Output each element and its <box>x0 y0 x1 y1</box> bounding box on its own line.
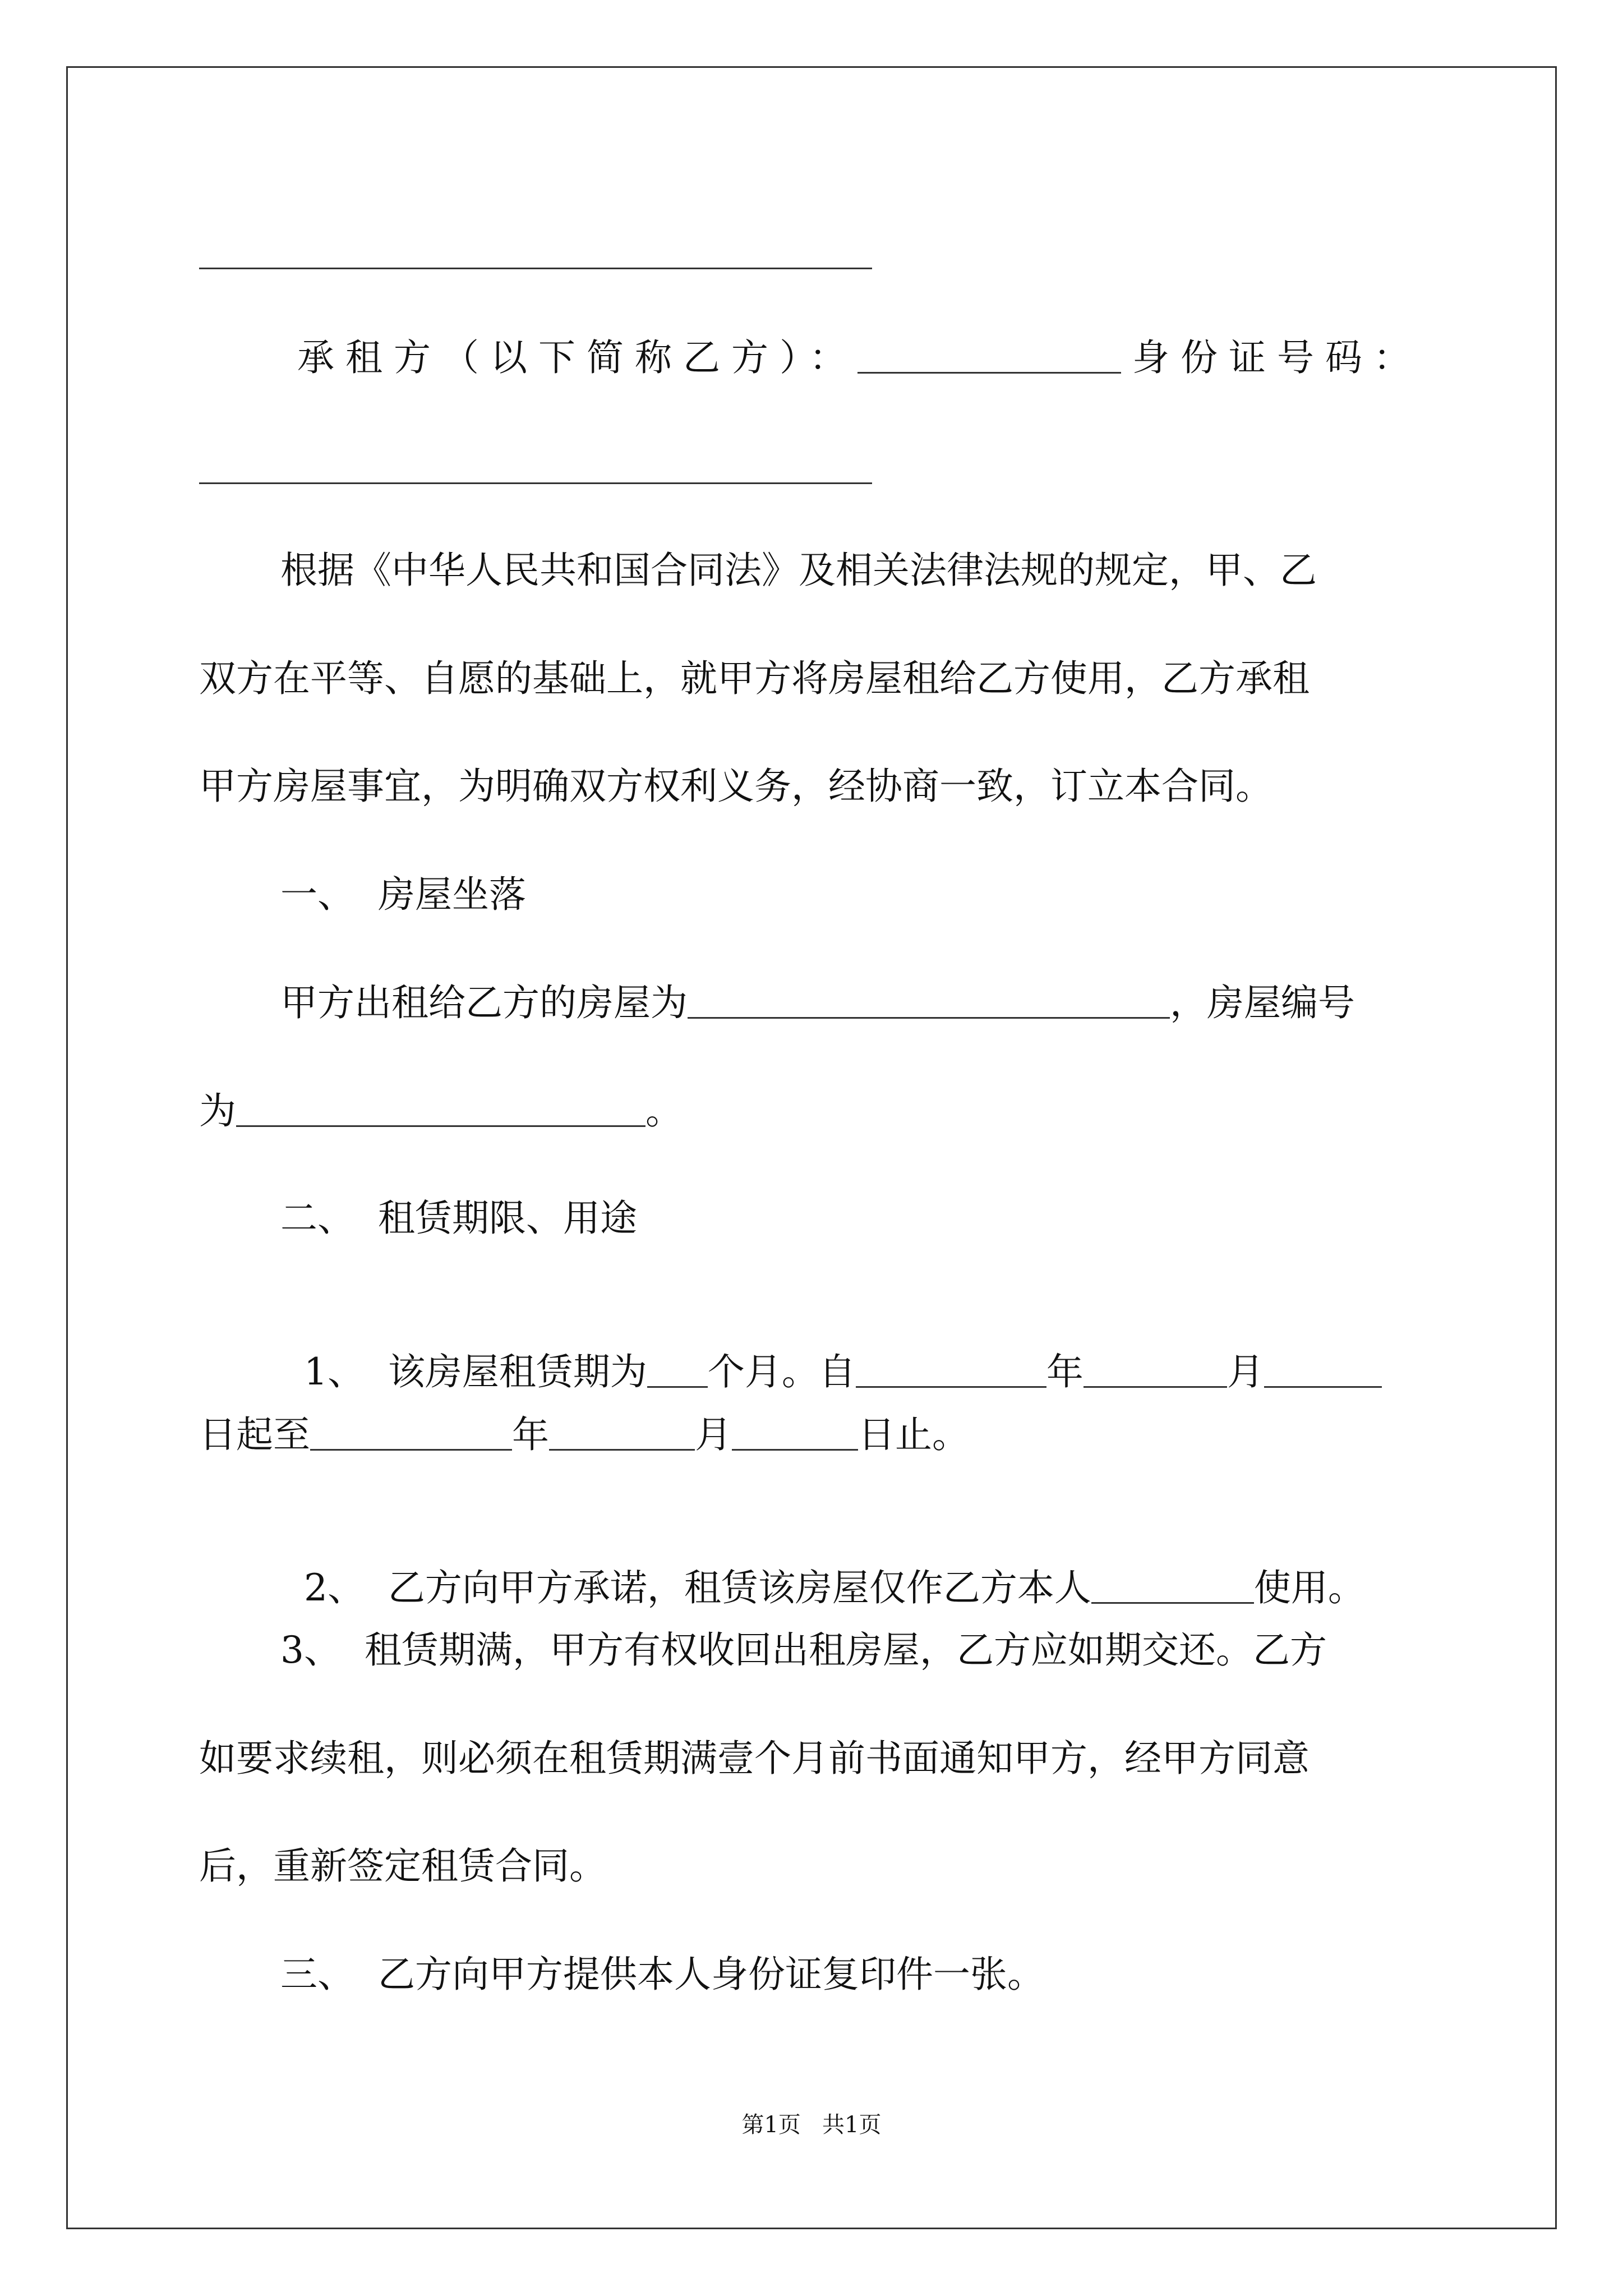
intro-line-1: 根据《中华人民共和国合同法》及相关法律法规的规定，甲、乙 <box>280 549 1317 592</box>
start-year-blank[interactable] <box>856 1349 1046 1388</box>
item-1-text-c: 年 <box>1046 1350 1083 1393</box>
id-number-label: 身份证号码： <box>1132 336 1422 379</box>
section-1-heading: 一、 房屋坐落 <box>280 873 526 916</box>
section-2-item-1-line-1 <box>280 1304 1382 1395</box>
item-1-text-g: 月 <box>695 1413 732 1456</box>
section-2-heading: 二、 租赁期限、用途 <box>280 1197 637 1240</box>
section-2-item-3-line-3: 后，重新签定租赁合同。 <box>199 1844 606 1888</box>
section-1-text-d: 。 <box>645 1089 683 1133</box>
item-1-text-f: 年 <box>512 1413 549 1456</box>
lessee-name-blank[interactable] <box>857 335 1121 374</box>
property-address-blank[interactable] <box>688 980 1170 1019</box>
section-1-text-b: ，房屋编号 <box>1170 981 1355 1024</box>
start-month-blank[interactable] <box>1083 1349 1227 1388</box>
item-2-text-a: 2、 乙方向甲方承诺，租赁该房屋仅作乙方本人 <box>303 1566 1091 1609</box>
item-1-text-e: 日起至 <box>199 1413 310 1456</box>
item-1-text-h: 日止。 <box>858 1413 969 1456</box>
lessee-line <box>297 335 1422 380</box>
section-2-item-1-line-2 <box>199 1412 969 1457</box>
section-2-item-2 <box>280 1520 1365 1611</box>
end-day-blank[interactable] <box>732 1412 858 1451</box>
section-1-text-a: 甲方出租给乙方的房屋为 <box>280 981 688 1024</box>
start-day-blank[interactable] <box>1264 1349 1382 1388</box>
intro-line-3: 甲方房屋事宜，为明确双方权利义务，经协商一致，订立本合同。 <box>199 765 1272 808</box>
section-3-heading: 三、 乙方向甲方提供本人身份证复印件一张。 <box>280 1953 1044 1996</box>
page-footer: 第1页 共1页 <box>741 2112 882 2138</box>
item-1-text-a: 1、 该房屋租赁期为 <box>303 1350 647 1393</box>
lease-months-blank[interactable] <box>647 1349 708 1388</box>
end-month-blank[interactable] <box>549 1412 695 1451</box>
property-number-blank[interactable] <box>236 1088 645 1127</box>
end-year-blank[interactable] <box>310 1412 512 1451</box>
usage-blank[interactable] <box>1091 1565 1254 1604</box>
intro-line-2: 双方在平等、自愿的基础上，就甲方将房屋租给乙方使用，乙方承租 <box>199 657 1310 700</box>
section-1-text-c: 为 <box>199 1089 236 1133</box>
section-2-item-3-line-2: 如要求续租，则必须在租赁期满壹个月前书面通知甲方，经甲方同意 <box>199 1737 1310 1780</box>
id-number-blank[interactable] <box>199 482 872 484</box>
section-2-item-3-line-1: 3、 租赁期满，甲方有权收回出租房屋，乙方应如期交还。乙方 <box>280 1628 1327 1672</box>
item-1-text-b: 个月。自 <box>707 1350 856 1393</box>
lessee-label: 承租方（以下简称乙方）： <box>297 336 857 379</box>
section-1-line-1 <box>280 980 1355 1025</box>
item-1-text-d: 月 <box>1227 1350 1264 1393</box>
page-border <box>66 66 1557 2229</box>
item-2-text-b: 使用。 <box>1253 1566 1365 1609</box>
section-1-line-2 <box>199 1088 683 1134</box>
blank-line-top <box>199 268 872 269</box>
